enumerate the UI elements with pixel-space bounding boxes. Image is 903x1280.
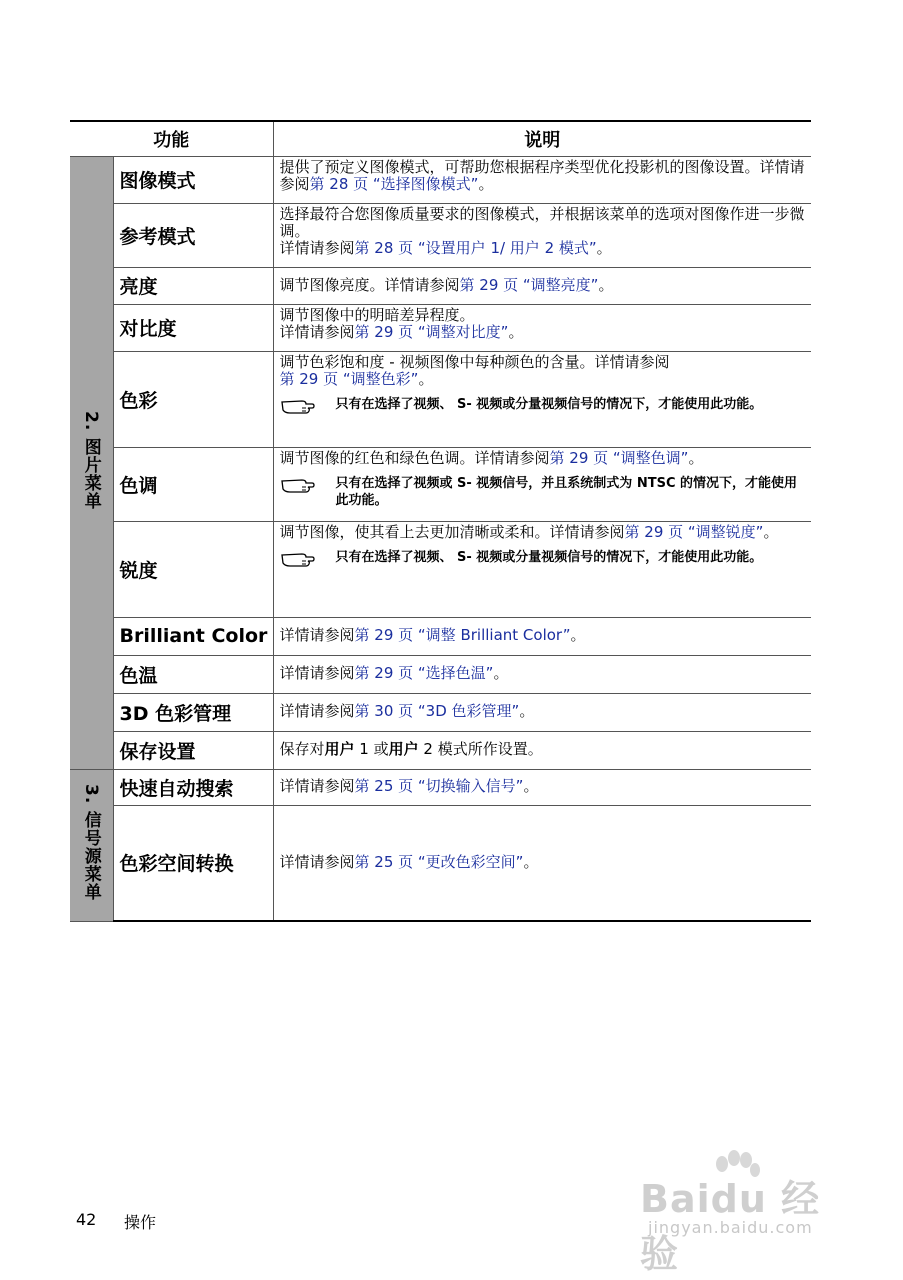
- header-feature: 功能: [70, 121, 273, 156]
- note: [280, 396, 806, 416]
- feature-description: 详情请参阅第 29 页 “调整 Brilliant Color”。: [273, 617, 811, 655]
- feature-name: 锐度: [113, 521, 273, 617]
- pointing-hand-icon: [280, 475, 316, 495]
- page-link[interactable]: 第 29 页 “调整对比度”: [354, 322, 509, 341]
- page-link[interactable]: 第 25 页 “切换输入信号”: [354, 777, 524, 795]
- table-row: [70, 521, 811, 617]
- note-text: 只有在选择了视频、 S- 视频或分量视频信号的情况下，才能使用此功能。: [335, 549, 763, 565]
- feature-name: 保存设置: [113, 731, 273, 769]
- table-row: [70, 805, 811, 921]
- page-link[interactable]: 第 29 页 “调整色彩”: [279, 369, 419, 388]
- page-number: 42: [76, 1210, 97, 1229]
- page-link[interactable]: 第 28 页 “选择图像模式”: [309, 174, 479, 193]
- feature-name: 色彩: [113, 351, 273, 447]
- feature-description: 调节图像的红色和绿色色调。详情请参阅第 29 页 “调整色调”。 只有在选择了视频或 S- 视频信号，并且系统制式为 NTSC 的情况下，才能使用此功能。: [273, 447, 811, 521]
- feature-description: 调节图像亮度。详情请参阅第 29 页 “调整亮度”。: [273, 267, 811, 304]
- note: [280, 475, 806, 509]
- feature-description: 选择最符合您图像质量要求的图像模式，并根据该菜单的选项对图像作进一步微调。 详情请参阅第 28 页 “设置用户 1/ 用户 2 模式”。: [273, 203, 811, 267]
- feature-description: 调节图像，使其看上去更加清晰或柔和。详情请参阅第 29 页 “调整锐度”。 只有在选择了视频、 S- 视频或分量视频信号的情况下，才能使用此功能。: [273, 521, 811, 617]
- feature-name: 图像模式: [113, 156, 273, 203]
- table-header-row: [70, 121, 811, 156]
- table-row: [70, 769, 811, 805]
- category-picture-menu: 2. 图片菜单: [70, 156, 113, 769]
- note: [280, 549, 806, 569]
- feature-description: 调节色彩饱和度 - 视频图像中每种颜色的含量。详情请参阅 第 29 页 “调整色彩”。 只有在选择了视频、 S- 视频或分量视频信号的情况下，才能使用此功能。: [273, 351, 811, 447]
- table-row: [70, 304, 811, 351]
- table-row: [70, 693, 811, 731]
- feature-name: 对比度: [113, 304, 273, 351]
- feature-description: 详情请参阅第 30 页 “3D 色彩管理”。: [273, 693, 811, 731]
- page-link[interactable]: 第 28 页 “设置用户 1/ 用户 2 模式”: [354, 238, 597, 257]
- page-link[interactable]: 第 25 页 “更改色彩空间”: [354, 852, 524, 871]
- feature-description: 保存对用户 1 或用户 2 模式所作设置。: [273, 731, 811, 769]
- table-row: [70, 203, 811, 267]
- page-link[interactable]: 第 29 页 “选择色温”: [354, 664, 494, 682]
- feature-name: 亮度: [113, 267, 273, 304]
- watermark-main: Baidu 经验: [640, 1177, 821, 1276]
- feature-description: 详情请参阅第 25 页 “更改色彩空间”。: [273, 805, 811, 921]
- feature-description: 详情请参阅第 25 页 “切换输入信号”。: [273, 769, 811, 805]
- category-source-menu: 3. 信号源菜单: [70, 769, 113, 921]
- feature-name: 色温: [113, 655, 273, 693]
- page-link[interactable]: 第 29 页 “调整锐度”: [624, 522, 764, 541]
- table-row: [70, 351, 811, 447]
- page-link[interactable]: 第 29 页 “调整色调”: [549, 448, 689, 467]
- feature-description: 详情请参阅第 29 页 “选择色温”。: [273, 655, 811, 693]
- feature-name: Brilliant Color: [113, 617, 273, 655]
- table-row: [70, 447, 811, 521]
- pointing-hand-icon: [280, 396, 316, 416]
- table-row: [70, 655, 811, 693]
- feature-description: 提供了预定义图像模式，可帮助您根据程序类型优化投影机的图像设置。详情请参阅第 28 页 “选择图像模式”。: [273, 156, 811, 203]
- feature-name: 色彩空间转换: [113, 805, 273, 921]
- feature-name: 3D 色彩管理: [113, 693, 273, 731]
- page-link[interactable]: 第 29 页 “调整 Brilliant Color”: [354, 626, 571, 644]
- feature-name: 快速自动搜索: [113, 769, 273, 805]
- page-link[interactable]: 第 29 页 “调整亮度”: [459, 275, 599, 294]
- table-row: [70, 731, 811, 769]
- baidu-watermark: [640, 1150, 850, 1276]
- feature-name: 色调: [113, 447, 273, 521]
- table-row: [70, 156, 811, 203]
- note-text: 只有在选择了视频或 S- 视频信号，并且系统制式为 NTSC 的情况下，才能使用此功能。: [335, 475, 798, 508]
- page-link[interactable]: 第 30 页 “3D 色彩管理”: [354, 702, 520, 720]
- pointing-hand-icon: [280, 549, 316, 569]
- function-table: [70, 120, 811, 922]
- table-row: [70, 617, 811, 655]
- feature-description: 调节图像中的明暗差异程度。 详情请参阅第 29 页 “调整对比度”。: [273, 304, 811, 351]
- section-name: 操作: [124, 1213, 157, 1232]
- note-text: 只有在选择了视频、 S- 视频或分量视频信号的情况下，才能使用此功能。: [335, 396, 763, 412]
- header-description: 说明: [273, 121, 811, 156]
- feature-name: 参考模式: [113, 203, 273, 267]
- watermark-sub: jingyan.baidu.com: [648, 1218, 813, 1237]
- table-row: [70, 267, 811, 304]
